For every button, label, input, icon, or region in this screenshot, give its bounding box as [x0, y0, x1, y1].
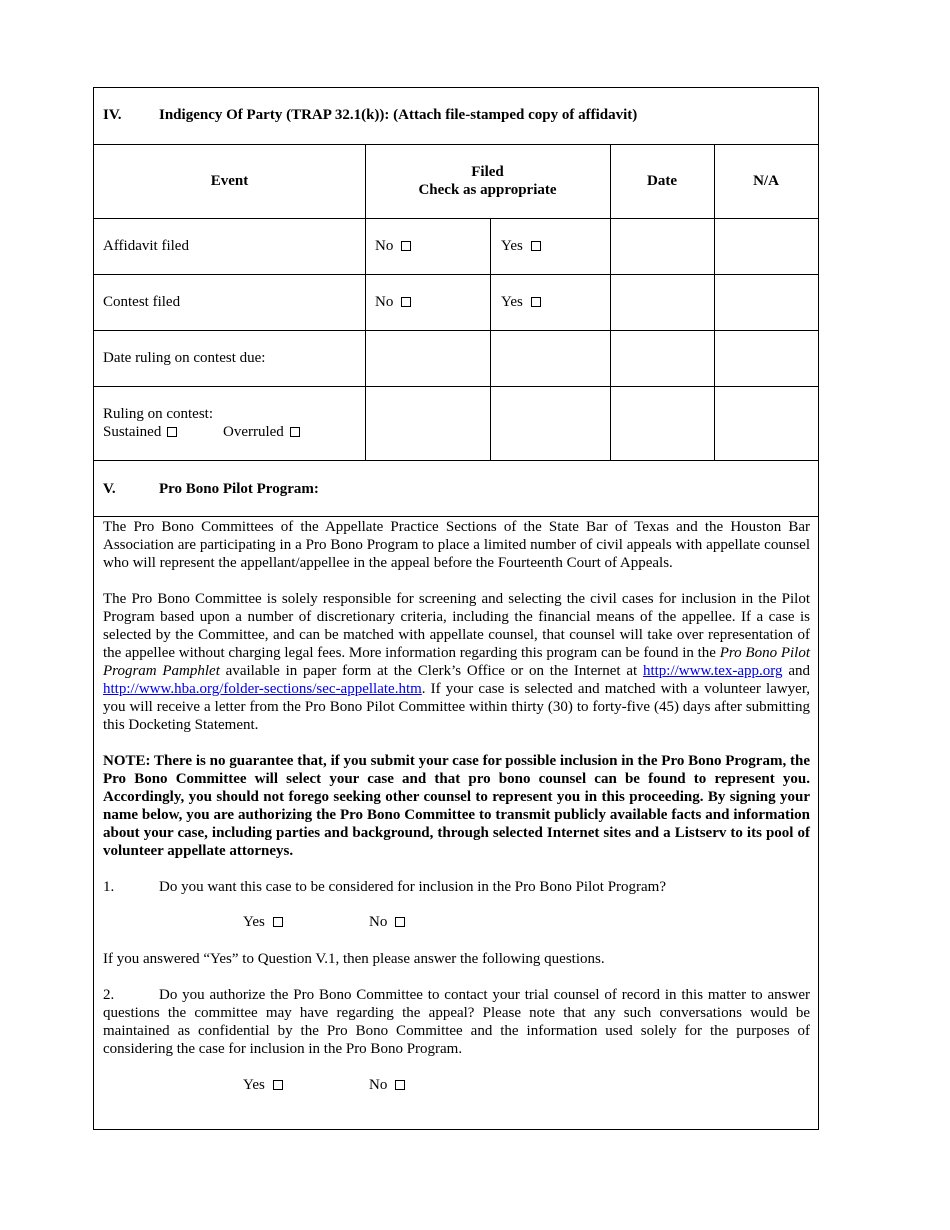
divider — [94, 330, 818, 331]
affidavit-no-option — [375, 238, 411, 255]
q2-yes-label: Yes — [243, 1077, 265, 1093]
question-2 — [103, 986, 810, 1058]
question-2-text: Do you authorize the Pro Bono Committee to contact your trial counsel of record in this matter to answer questions the committee may have regarding the appeal? Please note that any such conversations would be maintained as confidential by the Pro Bono Committee and the information used solely for the purposes of considering the case for inclusion in the Pro Bono Program. — [103, 987, 810, 1057]
q2-yes-option — [243, 1077, 283, 1094]
event-ruling-on-contest: Ruling on contest: — [103, 406, 213, 422]
q2-no-option — [369, 1077, 405, 1094]
pamphlet-title: Pro Bono Pilot Program Pamphlet — [103, 645, 810, 679]
q1-no-checkbox[interactable] — [395, 917, 405, 927]
hba-link[interactable]: http://www.hba.org/folder-sections/sec-appellate.htm — [103, 681, 422, 697]
q2-yes-checkbox[interactable] — [273, 1080, 283, 1090]
question-2-number: 2. — [103, 987, 115, 1003]
pro-bono-details-paragraph — [103, 590, 810, 734]
affidavit-no-label: No — [375, 238, 394, 254]
event-contest-filed: Contest filed — [103, 294, 181, 310]
pro-bono-intro-paragraph: The Pro Bono Committees of the Appellate Practice Sections of the State Bar of Texas and the Houston Bar Association are participating in a Pro Bono Program to place a limited number of civil appeals with appellate counsel who will represent the appellant/appellee in the appeal before the Fourteenth Court of Appeals. — [103, 519, 810, 571]
contest-no-option — [375, 294, 411, 311]
q2-no-label: No — [369, 1077, 388, 1093]
docketing-form-frame — [93, 87, 819, 1130]
affidavit-yes-option — [501, 238, 541, 255]
contest-no-label: No — [375, 294, 394, 310]
question-1-text: Do you want this case to be considered for inclusion in the Pro Bono Pilot Program? — [159, 879, 667, 895]
q1-yes-option — [243, 914, 283, 931]
q1-yes-label: Yes — [243, 914, 265, 930]
contest-no-checkbox[interactable] — [401, 297, 411, 307]
question-1-number: 1. — [103, 879, 115, 895]
details-text: available in paper form at the Clerk’s Office or on the Internet at — [219, 663, 643, 679]
affidavit-no-checkbox[interactable] — [401, 241, 411, 251]
affidavit-yes-checkbox[interactable] — [531, 241, 541, 251]
event-ruling-due: Date ruling on contest due: — [103, 350, 266, 366]
divider — [94, 516, 818, 517]
contest-yes-checkbox[interactable] — [531, 297, 541, 307]
ruling-sustained-option — [103, 424, 177, 441]
column-header-na: N/A — [753, 173, 779, 189]
divider — [94, 218, 818, 219]
divider — [610, 144, 611, 460]
section-iv-number: IV. — [103, 107, 122, 123]
q1-no-option — [369, 914, 405, 931]
tex-app-link[interactable]: http://www.tex-app.org — [642, 663, 783, 679]
ruling-overruled-label: Overruled — [223, 424, 284, 440]
ruling-overruled-option — [223, 424, 300, 441]
section-v-title: Pro Bono Pilot Program: — [159, 481, 319, 497]
event-affidavit-filed: Affidavit filed — [103, 238, 189, 254]
details-text: . If your case is selected and matched with a volunteer lawyer, you will receive a letter from the Pro Bono Pilot Committee within thirty (30) to forty-five (45) days after submitting this Docketing Statement. — [103, 681, 810, 733]
contest-yes-label: Yes — [501, 294, 523, 310]
details-text: and — [782, 663, 810, 679]
divider — [94, 460, 818, 461]
section-v-number: V. — [103, 481, 116, 497]
ruling-overruled-checkbox[interactable] — [290, 427, 300, 437]
divider — [94, 274, 818, 275]
ruling-sustained-checkbox[interactable] — [167, 427, 177, 437]
divider — [94, 386, 818, 387]
column-header-date: Date — [647, 173, 677, 189]
column-header-event: Event — [210, 173, 249, 189]
column-header-filed: Filed — [471, 164, 504, 180]
q1-yes-checkbox[interactable] — [273, 917, 283, 927]
ruling-sustained-label: Sustained — [103, 424, 162, 440]
column-header-filed-note: Check as appropriate — [418, 182, 557, 198]
details-text: The Pro Bono Committee is solely responsible for screening and selecting the civil cases for inclusion in the Pilot Program based upon a number of discretionary criteria, including the financial means of the appellee. If a case is selected by the Committee, and can be matched with appellate counsel, that counsel will take over representation of the appellee without charging legal fees. More information regarding this program can be found in the — [103, 591, 810, 661]
divider — [490, 218, 491, 460]
divider — [94, 144, 818, 145]
followup-instruction: If you answered “Yes” to Question V.1, then please answer the following questions. — [103, 951, 605, 967]
q2-no-checkbox[interactable] — [395, 1080, 405, 1090]
divider — [714, 144, 715, 460]
contest-yes-option — [501, 294, 541, 311]
question-1 — [103, 878, 810, 896]
affidavit-yes-label: Yes — [501, 238, 523, 254]
note-paragraph: NOTE: There is no guarantee that, if you submit your case for possible inclusion in the Pro Bono Program, the Pro Bono Committee will select your case and that pro bono counsel can be found to represent you. Accordingly, you should not forego seeking other counsel to represent you in this proceeding. By signing your name below, you are authorizing the Pro Bono Committee to transmit publicly available facts and information about your case, including parties and background, through selected Internet sites and a Listserv to its pool of volunteer appellate attorneys. — [103, 753, 810, 859]
q1-no-label: No — [369, 914, 388, 930]
section-iv-title: Indigency Of Party (TRAP 32.1(k)): (Attach file-stamped copy of affidavit) — [159, 107, 638, 123]
